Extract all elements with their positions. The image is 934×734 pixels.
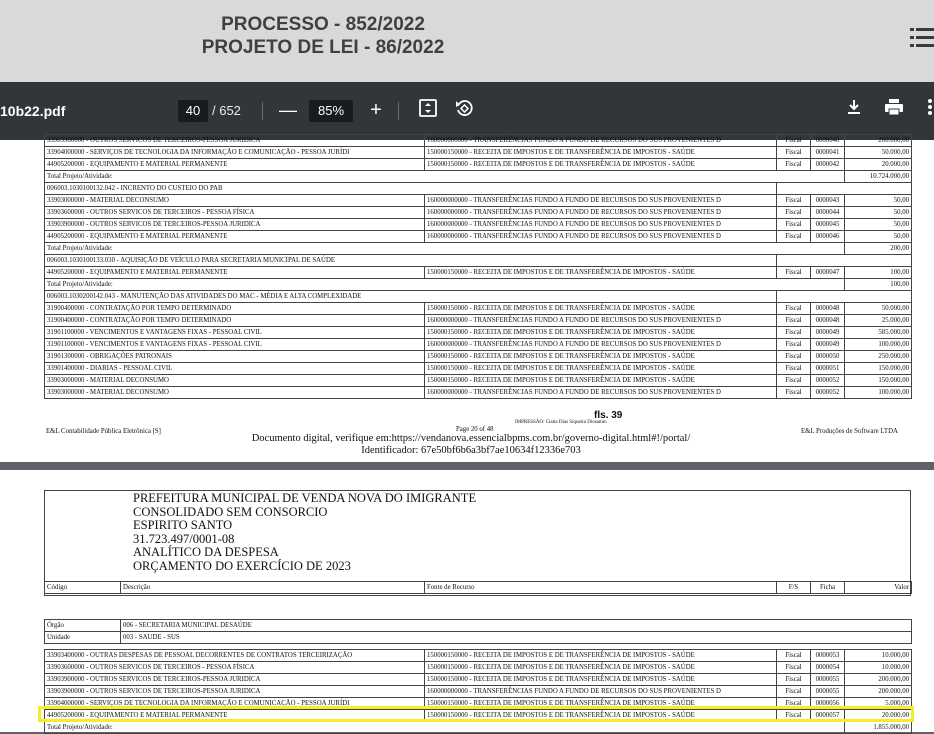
expense-code: 33903400000 - OUTRAS DESPESAS DE PESSOAL DECORRENTES DE CONTRATOS TERCEIRIZAÇÃO bbox=[45, 650, 425, 662]
col-descricao: Descrição bbox=[121, 582, 425, 594]
table-row bbox=[45, 650, 912, 662]
ficha-number: 0000051 bbox=[811, 363, 845, 375]
fs-type: Fiscal bbox=[777, 195, 811, 207]
table-row bbox=[45, 363, 912, 375]
table-row bbox=[45, 159, 912, 171]
section-filler bbox=[777, 255, 912, 267]
ficha-number: 0000055 bbox=[811, 674, 845, 686]
bill-title: PROJETO DE LEI - 86/2022 bbox=[201, 37, 445, 58]
col-ficha: Ficha bbox=[811, 582, 845, 594]
funding-source: 160000000000 - TRANSFERÊNCIAS FUNDO A FUNDO DE RECURSOS DO SUS PROVENIENTES D bbox=[425, 219, 777, 231]
expense-code: 33903600000 - OUTROS SERVICOS DE TERCEIROS - PESSOA FÍSICA bbox=[45, 662, 425, 674]
expense-code: 31901100000 - VENCIMENTOS E VANTAGENS FIXAS - PESSOAL CIVIL bbox=[45, 339, 425, 351]
expense-code: 33903000000 - MATERIAL DECONSUMO bbox=[45, 375, 425, 387]
amount: 200.000,00 bbox=[845, 135, 912, 147]
funding-source: 160000000000 - TRANSFERÊNCIAS FUNDO A FUNDO DE RECURSOS DO SUS PROVENIENTES D bbox=[425, 135, 777, 147]
total-row bbox=[45, 279, 912, 291]
funding-source: 150000150000 - RECEITA DE IMPOSTOS E DE TRANSFERÊNCIA DE IMPOSTOS - SAÚDE bbox=[425, 147, 777, 159]
print-icon bbox=[884, 98, 904, 116]
print-button[interactable] bbox=[882, 98, 906, 122]
ficha-number: 0000048 bbox=[811, 303, 845, 315]
funding-source: 160000000000 - TRANSFERÊNCIAS FUNDO A FUNDO DE RECURSOS DO SUS PROVENIENTES D bbox=[425, 686, 777, 698]
section-title: 006003.1030100133.030 - AQUISIÇÃO DE VEÍCULO PARA SECRETARIA MUNICIPAL DE SAÚDE bbox=[45, 255, 777, 267]
unidade-value: 003 - SAUDE - SUS bbox=[121, 632, 912, 644]
section-row bbox=[45, 255, 912, 267]
fs-type: Fiscal bbox=[777, 375, 811, 387]
funding-source: 150000150000 - RECEITA DE IMPOSTOS E DE TRANSFERÊNCIA DE IMPOSTOS - SAÚDE bbox=[425, 159, 777, 171]
more-vert-icon bbox=[922, 98, 932, 116]
amount: 5.000,00 bbox=[845, 698, 912, 710]
ficha-number: 0000048 bbox=[811, 315, 845, 327]
amount: 200.000,00 bbox=[845, 674, 912, 686]
fs-type: Fiscal bbox=[777, 231, 811, 243]
zoom-out-button[interactable]: — bbox=[279, 100, 297, 120]
section-title: 006003.1030100132.042 - INCRENTO DO CUSTEIO DO PAB bbox=[45, 183, 777, 195]
amount: 200.000,00 bbox=[845, 686, 912, 698]
table-row bbox=[45, 267, 912, 279]
funding-source: 150000150000 - RECEITA DE IMPOSTOS E DE TRANSFERÊNCIA DE IMPOSTOS - SAÚDE bbox=[425, 303, 777, 315]
expense-code: 33904000000 - SERVIÇOS DE TECNOLOGIA DA INFORMAÇÃO E COMUNICAÇÃO - PESSOA JURÍDI bbox=[45, 147, 425, 159]
fs-type: Fiscal bbox=[777, 303, 811, 315]
expense-code: 44905200000 - EQUIPAMENTO E MATERIAL PERMANENTE bbox=[45, 231, 425, 243]
ficha-number: 0000050 bbox=[811, 351, 845, 363]
expense-code: 44905200000 - EQUIPAMENTO E MATERIAL PERMANENTE bbox=[45, 159, 425, 171]
orgao-value: 006 - SECRETARIA MUNICIPAL DESAÚDE bbox=[121, 620, 912, 632]
expense-code: 33901400000 - DIARIAS - PESSOAL CIVIL bbox=[45, 363, 425, 375]
amount: 150.000,00 bbox=[845, 375, 912, 387]
amount: 10.000,00 bbox=[845, 662, 912, 674]
table-row bbox=[45, 339, 912, 351]
amount: 20.000,00 bbox=[845, 159, 912, 171]
fs-type: Fiscal bbox=[777, 662, 811, 674]
amount: 250.000,00 bbox=[845, 351, 912, 363]
amount: 50,00 bbox=[845, 207, 912, 219]
fs-type: Fiscal bbox=[777, 207, 811, 219]
unidade-label: Unidade bbox=[45, 632, 121, 644]
page-total: / 652 bbox=[212, 103, 241, 118]
header-state: ESPIRITO SANTO bbox=[133, 518, 233, 533]
report-header bbox=[133, 492, 476, 574]
table-row bbox=[45, 207, 912, 219]
section-title: 006003.1030200142.043 - MANUTENÇÃO DAS ATIVIDADES DO MAC - MÉDIA E ALTA COMPLEXIDADE bbox=[45, 291, 777, 303]
orgao-unidade-table bbox=[44, 619, 912, 644]
table-row bbox=[45, 351, 912, 363]
ficha-number: 0000046 bbox=[811, 231, 845, 243]
verify-url: Documento digital, verifique em:https://vendanova.essencialbpms.com.br/governo-digital.html#!/portal/ bbox=[251, 433, 691, 444]
toolbar-divider bbox=[262, 102, 263, 120]
print-info: IMPRESSÃO: Ciatia Dias Siqueira Diosamio bbox=[515, 420, 607, 425]
page-gap bbox=[0, 462, 934, 470]
expense-code: 33903900000 - OUTROS SERVICOS DE TERCEIROS-PESSOA JURIDICA bbox=[45, 219, 425, 231]
fs-type: Fiscal bbox=[777, 219, 811, 231]
total-label: Total Projeto/Atividade: bbox=[45, 171, 845, 183]
total-label: Total Projeto/Atividade: bbox=[45, 722, 845, 734]
ficha-number: 0000053 bbox=[811, 650, 845, 662]
header-municipality: PREFEITURA MUNICIPAL DE VENDA NOVA DO IMIGRANTE bbox=[133, 491, 477, 505]
ficha-number: 0000043 bbox=[811, 195, 845, 207]
expense-code: 31900400000 - CONTRATAÇÃO POR TEMPO DETERMINADO bbox=[45, 315, 425, 327]
total-label: Total Projeto/Atividade: bbox=[45, 279, 845, 291]
table-row bbox=[45, 303, 912, 315]
funding-source: 150000150000 - RECEITA DE IMPOSTOS E DE TRANSFERÊNCIA DE IMPOSTOS - SAÚDE bbox=[425, 674, 777, 686]
total-label: Total Projeto/Atividade: bbox=[45, 243, 845, 255]
document-identifier: Identificador: 67e50bf6b6a3bf7ae10634f12336e703 bbox=[361, 445, 581, 456]
amount: 50,00 bbox=[845, 195, 912, 207]
expense-code: 33903900000 - OUTROS SERVICOS DE TERCEIROS-PESSOA JURIDICA bbox=[45, 135, 425, 147]
funding-source: 160000000000 - TRANSFERÊNCIAS FUNDO A FUNDO DE RECURSOS DO SUS PROVENIENTES D bbox=[425, 195, 777, 207]
header-cnpj: 31.723.497/0001-08 bbox=[133, 531, 235, 546]
amount: 100.000,00 bbox=[845, 387, 912, 399]
section-filler bbox=[777, 183, 912, 195]
table-row bbox=[45, 327, 912, 339]
amount: 50.000,00 bbox=[845, 303, 912, 315]
total-value: 1.855.000,00 bbox=[845, 722, 912, 734]
fs-type: Fiscal bbox=[777, 710, 811, 722]
table-row bbox=[45, 219, 912, 231]
expense-code: 44905200000 - EQUIPAMENTO E MATERIAL PERMANENTE bbox=[45, 267, 425, 279]
funding-source: 160000000000 - TRANSFERÊNCIAS FUNDO A FUNDO DE RECURSOS DO SUS PROVENIENTES D bbox=[425, 315, 777, 327]
col-codigo: Código bbox=[45, 582, 121, 594]
funding-source: 150000150000 - RECEITA DE IMPOSTOS E DE TRANSFERÊNCIA DE IMPOSTOS - SAÚDE bbox=[425, 650, 777, 662]
expense-code: 33904000000 - SERVIÇOS DE TECNOLOGIA DA INFORMAÇÃO E COMUNICAÇÃO - PESSOA JURÍDI bbox=[45, 698, 425, 710]
toolbar-divider bbox=[398, 102, 399, 120]
col-fonte: Fonte de Recurso bbox=[425, 582, 777, 594]
ficha-number: 0000049 bbox=[811, 327, 845, 339]
fs-type: Fiscal bbox=[777, 339, 811, 351]
amount: 50,00 bbox=[845, 219, 912, 231]
footer-right: E&L Produções de Software LTDA bbox=[801, 428, 898, 435]
folio-number: fls. 39 bbox=[594, 410, 623, 421]
total-row bbox=[45, 243, 912, 255]
ficha-number: 0000042 bbox=[811, 159, 845, 171]
funding-source: 150000150000 - RECEITA DE IMPOSTOS E DE TRANSFERÊNCIA DE IMPOSTOS - SAÚDE bbox=[425, 363, 777, 375]
file-name: 10b22.pdf bbox=[0, 103, 66, 119]
col-valor: Valor bbox=[845, 582, 912, 594]
funding-source: 150000150000 - RECEITA DE IMPOSTOS E DE TRANSFERÊNCIA DE IMPOSTOS - SAÚDE bbox=[425, 662, 777, 674]
fit-page-button[interactable] bbox=[416, 98, 440, 122]
fs-type: Fiscal bbox=[777, 387, 811, 399]
ficha-number: 0000041 bbox=[811, 147, 845, 159]
table-row bbox=[45, 375, 912, 387]
fs-type: Fiscal bbox=[777, 363, 811, 375]
rotate-icon bbox=[454, 98, 474, 118]
expense-code: 33903900000 - OUTROS SERVICOS DE TERCEIROS-PESSOA JURIDICA bbox=[45, 686, 425, 698]
funding-source: 160000000000 - TRANSFERÊNCIAS FUNDO A FUNDO DE RECURSOS DO SUS PROVENIENTES D bbox=[425, 207, 777, 219]
amount: 585.000,00 bbox=[845, 327, 912, 339]
fs-type: Fiscal bbox=[777, 327, 811, 339]
zoom-in-button[interactable]: + bbox=[370, 99, 382, 121]
download-button[interactable] bbox=[842, 98, 866, 122]
document-header bbox=[0, 0, 934, 82]
table-row bbox=[45, 662, 912, 674]
fit-page-icon bbox=[418, 98, 438, 118]
ficha-number: 0000052 bbox=[811, 375, 845, 387]
table-row bbox=[45, 674, 912, 686]
section-row bbox=[45, 291, 912, 303]
header-budget-year: ORÇAMENTO DO EXERCÍCIO DE 2023 bbox=[133, 558, 351, 573]
fs-type: Fiscal bbox=[777, 147, 811, 159]
fs-type: Fiscal bbox=[777, 267, 811, 279]
amount: 100,00 bbox=[845, 267, 912, 279]
fs-type: Fiscal bbox=[777, 686, 811, 698]
fs-type: Fiscal bbox=[777, 315, 811, 327]
ficha-number: 0000056 bbox=[811, 698, 845, 710]
total-value: 100,00 bbox=[845, 279, 912, 291]
pdf-page-2 bbox=[0, 470, 934, 732]
ficha-number: 0000047 bbox=[811, 267, 845, 279]
pdf-page-1 bbox=[0, 137, 934, 462]
total-value: 200,00 bbox=[845, 243, 912, 255]
rotate-button[interactable] bbox=[452, 98, 476, 122]
zoom-level-input[interactable]: 85% bbox=[309, 100, 353, 122]
ficha-number: 0000044 bbox=[811, 207, 845, 219]
fs-type: Fiscal bbox=[777, 135, 811, 147]
section-row bbox=[45, 183, 912, 195]
amount: 20.000,00 bbox=[845, 710, 912, 722]
amount: 50.000,00 bbox=[845, 147, 912, 159]
fs-type: Fiscal bbox=[777, 351, 811, 363]
footer-left: E&L Contabilidade Pública Eletrônica [S] bbox=[46, 428, 161, 435]
expense-code: 33903000000 - MATERIAL DECONSUMO bbox=[45, 387, 425, 399]
amount: 100.000,00 bbox=[845, 339, 912, 351]
expense-code: 33903900000 - OUTROS SERVICOS DE TERCEIROS-PESSOA JURIDICA bbox=[45, 674, 425, 686]
ficha-number: 0000049 bbox=[811, 339, 845, 351]
more-actions-button[interactable] bbox=[920, 98, 934, 122]
amount: 50,00 bbox=[845, 231, 912, 243]
amount: 25.000,00 bbox=[845, 315, 912, 327]
ficha-number: 0000045 bbox=[811, 219, 845, 231]
table-row bbox=[45, 195, 912, 207]
total-row bbox=[45, 171, 912, 183]
expense-code: 31901100000 - VENCIMENTOS E VANTAGENS FIXAS - PESSOAL CIVIL bbox=[45, 327, 425, 339]
funding-source: 150000150000 - RECEITA DE IMPOSTOS E DE TRANSFERÊNCIA DE IMPOSTOS - SAÚDE bbox=[425, 327, 777, 339]
fs-type: Fiscal bbox=[777, 674, 811, 686]
funding-source: 150000150000 - RECEITA DE IMPOSTOS E DE TRANSFERÊNCIA DE IMPOSTOS - SAÚDE bbox=[425, 698, 777, 710]
funding-source: 160000000000 - TRANSFERÊNCIAS FUNDO A FUNDO DE RECURSOS DO SUS PROVENIENTES D bbox=[425, 387, 777, 399]
ficha-number: 0000052 bbox=[811, 387, 845, 399]
download-icon bbox=[845, 98, 863, 116]
expense-code: 33903000000 - MATERIAL DECONSUMO bbox=[45, 195, 425, 207]
page-number-input[interactable]: 40 bbox=[178, 100, 208, 122]
header-consolidation: CONSOLIDADO SEM CONSORCIO bbox=[133, 504, 328, 519]
table-row bbox=[45, 315, 912, 327]
expense-code: 31900400000 - CONTRATAÇÃO POR TEMPO DETERMINADO bbox=[45, 303, 425, 315]
header-report-type: ANALÍTICO DA DESPESA bbox=[133, 545, 279, 560]
amount: 10.000,00 bbox=[845, 650, 912, 662]
ficha-number: 0000057 bbox=[811, 710, 845, 722]
table-row bbox=[45, 135, 912, 147]
list-menu-icon[interactable] bbox=[910, 28, 934, 50]
table-row bbox=[45, 387, 912, 399]
funding-source: 150000150000 - RECEITA DE IMPOSTOS E DE TRANSFERÊNCIA DE IMPOSTOS - SAÚDE bbox=[425, 267, 777, 279]
ficha-number: 0000040 bbox=[811, 135, 845, 147]
fs-type: Fiscal bbox=[777, 698, 811, 710]
table-row bbox=[45, 147, 912, 159]
page-of-pages: Page 20 of 48 bbox=[456, 426, 494, 433]
ficha-number: 0000054 bbox=[811, 662, 845, 674]
amount: 150.000,00 bbox=[845, 363, 912, 375]
fs-type: Fiscal bbox=[777, 650, 811, 662]
funding-source: 150000150000 - RECEITA DE IMPOSTOS E DE TRANSFERÊNCIA DE IMPOSTOS - SAÚDE bbox=[425, 351, 777, 363]
expense-code: 33903600000 - OUTROS SERVICOS DE TERCEIROS - PESSOA FÍSICA bbox=[45, 207, 425, 219]
column-headers bbox=[44, 581, 912, 594]
ficha-number: 0000055 bbox=[811, 686, 845, 698]
process-title: PROCESSO - 852/2022 bbox=[221, 14, 425, 35]
table-row bbox=[45, 686, 912, 698]
highlight-box bbox=[38, 706, 914, 722]
funding-source: 160000000000 - TRANSFERÊNCIAS FUNDO A FUNDO DE RECURSOS DO SUS PROVENIENTES D bbox=[425, 339, 777, 351]
table-row bbox=[45, 231, 912, 243]
pdf-toolbar bbox=[0, 82, 934, 140]
orgao-label: Órgão bbox=[45, 620, 121, 632]
funding-source: 160000000000 - TRANSFERÊNCIAS FUNDO A FUNDO DE RECURSOS DO SUS PROVENIENTES D bbox=[425, 231, 777, 243]
expense-code: 44905200000 - EQUIPAMENTO E MATERIAL PERMANENTE bbox=[45, 710, 425, 722]
expense-code: 31901300000 - OBRIGAÇÕES PATRONAIS bbox=[45, 351, 425, 363]
fs-type: Fiscal bbox=[777, 159, 811, 171]
funding-source: 150000150000 - RECEITA DE IMPOSTOS E DE TRANSFERÊNCIA DE IMPOSTOS - SAÚDE bbox=[425, 375, 777, 387]
total-value: 10.724.000,00 bbox=[845, 171, 912, 183]
section-filler bbox=[777, 291, 912, 303]
col-fs: F/S bbox=[777, 582, 811, 594]
expense-table-page-1 bbox=[44, 134, 912, 399]
funding-source: 150000150000 - RECEITA DE IMPOSTOS E DE TRANSFERÊNCIA DE IMPOSTOS - SAÚDE bbox=[425, 710, 777, 722]
